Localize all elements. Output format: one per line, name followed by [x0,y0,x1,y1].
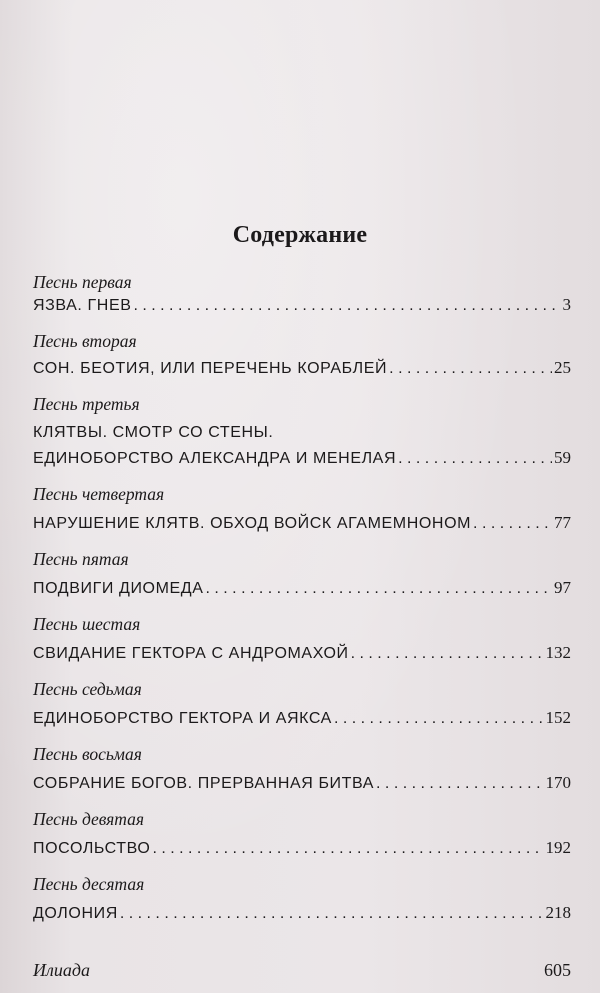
song-heading: Песнь седьмая [33,679,142,699]
song-heading: Песнь вторая [33,331,137,351]
toc-line[interactable] [33,447,571,470]
toc-entry [33,329,571,380]
toc-line[interactable] [33,707,571,730]
toc-entry [33,612,571,665]
toc-line[interactable] [33,902,571,925]
page-number: 152 [545,708,571,727]
dot-leader [120,903,544,925]
chapter-title: ПОСОЛЬСТВО [33,840,151,857]
song-heading: Песнь девятая [33,809,145,829]
toc-entry [33,392,571,470]
song-heading: Песнь четвертая [33,484,165,504]
page-number: 170 [545,773,571,792]
toc-entry [33,742,571,795]
toc-entry [33,547,571,600]
page-number: 3 [562,295,571,314]
dot-leader [206,578,553,600]
chapter-title: СВИДАНИЕ ГЕКТОРА С АНДРОМАХОЙ [33,645,349,662]
page-number: 218 [545,903,571,922]
chapter-title-line: КЛЯТВЫ. СМОТР СО СТЕНЫ. [33,424,274,441]
song-heading: Песнь первая [33,272,132,292]
toc-entry [33,482,571,535]
song-heading: Песнь третья [33,394,140,414]
toc-line[interactable] [33,837,571,860]
dot-leader [389,358,552,380]
page-number: 77 [554,513,571,532]
toc-line[interactable] [33,512,571,535]
page-number: 59 [554,448,571,467]
page-number: 25 [554,358,571,377]
song-heading: Песнь шестая [33,614,141,634]
song-heading: Песнь пятая [33,549,129,569]
toc-entry [33,807,571,860]
page-title: Содержание [232,222,368,248]
toc-entry [33,872,571,925]
chapter-title: НАРУШЕНИЕ КЛЯТВ. ОБХОД ВОЙСК АГАМЕМНОНОМ [33,515,472,532]
chapter-title: ДОЛОНИЯ [33,905,118,922]
toc-line[interactable] [33,577,571,600]
chapter-title: СОБРАНИЕ БОГОВ. ПРЕРВАННАЯ БИТВА [33,775,375,792]
page-number: 97 [554,578,571,597]
toc-line[interactable] [33,642,571,665]
dot-leader [152,838,543,860]
dot-leader [351,643,544,665]
chapter-title: ПОДВИГИ ДИОМЕДА [33,580,204,597]
page-number: 132 [545,643,571,662]
dot-leader [334,708,544,730]
chapter-title: ЯЗВА. ГНЕВ [33,297,132,314]
toc-line[interactable] [33,772,571,795]
toc-line[interactable] [33,294,571,317]
dot-leader [473,513,552,535]
toc-line[interactable] [33,357,571,380]
chapter-title: ЕДИНОБОРСТВО ГЕКТОРА И АЯКСА [33,710,332,727]
dot-leader [376,773,543,795]
page-number: 192 [545,838,571,857]
folio-page-number: 605 [544,960,571,980]
table-of-contents [33,266,571,925]
song-heading: Песнь восьмая [33,744,142,764]
toc-entry [33,677,571,730]
song-heading: Песнь десятая [33,874,145,894]
dot-leader [133,295,560,317]
chapter-title: СОН. БЕОТИЯ, ИЛИ ПЕРЕЧЕНЬ КОРАБЛЕЙ [33,360,388,377]
toc-entry [33,270,571,317]
chapter-title: ЕДИНОБОРСТВО АЛЕКСАНДРА И МЕНЕЛАЯ [33,450,397,467]
dot-leader [398,448,552,470]
running-footer-title: Илиада [33,960,90,980]
